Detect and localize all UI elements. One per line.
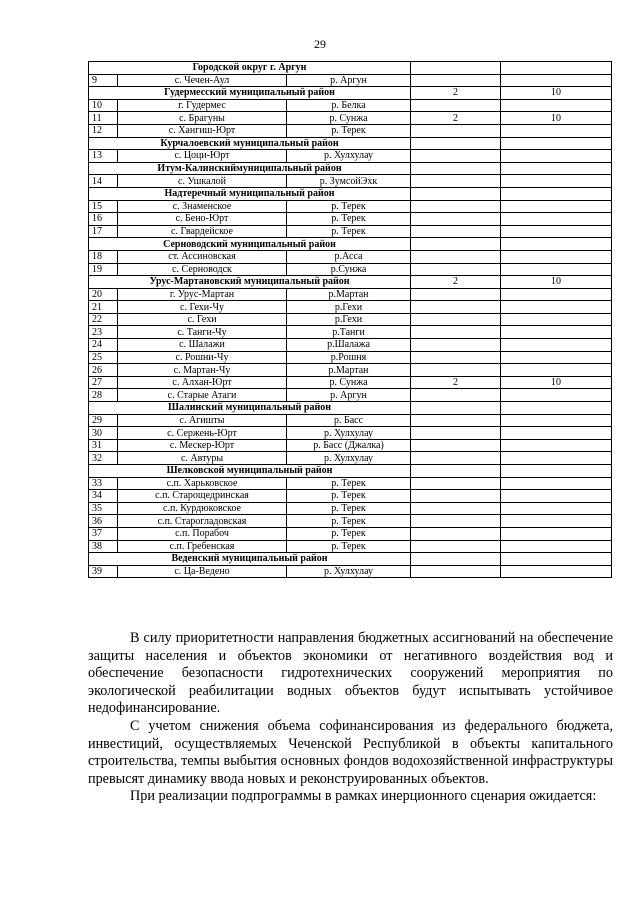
settlement-name: с. Шалажи bbox=[118, 339, 287, 352]
river-name: р. Терек bbox=[287, 490, 411, 503]
settlement-name: с. Цоци-Юрт bbox=[118, 150, 287, 163]
section-title: Гудермесский муниципальный район bbox=[89, 87, 411, 100]
river-name: р.Танги bbox=[287, 326, 411, 339]
value-col-1 bbox=[411, 99, 501, 112]
settlement-name: ст. Ассиновская bbox=[118, 250, 287, 263]
table-row bbox=[89, 364, 612, 377]
table-row bbox=[89, 150, 612, 163]
row-number: 28 bbox=[89, 389, 118, 402]
value-col-1 bbox=[411, 74, 501, 87]
paragraph-1: В силу приоритетности направления бюджетных ассигнований на обеспечение защиты населения и объектов экономики от негативного воздействия вод и обеспечение безопасности гидротехнических сооружений мероприятия по экологической реабилитации водных объектов будут испытывать устойчивое недофинансирование. bbox=[88, 630, 613, 717]
table-row bbox=[89, 225, 612, 238]
table-section-row bbox=[89, 87, 612, 100]
river-name: р. Аргун bbox=[287, 74, 411, 87]
paragraph-3: При реализации подпрограммы в рамках инерционного сценария ожидается: bbox=[130, 788, 597, 805]
settlement-name: с. Рошни-Чу bbox=[118, 351, 287, 364]
section-title: Городской округ г. Аргун bbox=[89, 62, 411, 75]
settlement-name: с. Алхан-Юрт bbox=[118, 376, 287, 389]
value-col-1 bbox=[411, 313, 501, 326]
settlement-name: с.п. Старогладовская bbox=[118, 515, 287, 528]
value-col-2 bbox=[501, 553, 612, 566]
table-row bbox=[89, 376, 612, 389]
value-col-1 bbox=[411, 389, 501, 402]
settlement-name: с.п. Курдюковское bbox=[118, 502, 287, 515]
table-row bbox=[89, 351, 612, 364]
river-name: р. Хулхулау bbox=[287, 565, 411, 578]
table-row bbox=[89, 200, 612, 213]
value-col-2 bbox=[501, 515, 612, 528]
table-row bbox=[89, 112, 612, 125]
row-number: 27 bbox=[89, 376, 118, 389]
value-col-1 bbox=[411, 288, 501, 301]
value-col-1 bbox=[411, 263, 501, 276]
row-number: 22 bbox=[89, 313, 118, 326]
value-col-2 bbox=[501, 364, 612, 377]
row-number: 35 bbox=[89, 502, 118, 515]
settlement-name: с. Танги-Чу bbox=[118, 326, 287, 339]
value-col-2 bbox=[501, 162, 612, 175]
river-name: р. Сунжа bbox=[287, 112, 411, 125]
value-col-2 bbox=[501, 414, 612, 427]
value-col-1 bbox=[411, 301, 501, 314]
river-name: р. Терек bbox=[287, 540, 411, 553]
value-col-1 bbox=[411, 339, 501, 352]
value-col-2 bbox=[501, 238, 612, 251]
row-number: 15 bbox=[89, 200, 118, 213]
section-title: Шелковской муниципальный район bbox=[89, 465, 411, 478]
section-title: Надтеречный муниципальный район bbox=[89, 187, 411, 200]
value-col-1 bbox=[411, 250, 501, 263]
value-col-1 bbox=[411, 137, 501, 150]
river-name: р. Белка bbox=[287, 99, 411, 112]
river-name: р. ЗумсойЭхк bbox=[287, 175, 411, 188]
river-name: р. Хулхулау bbox=[287, 452, 411, 465]
value-col-2 bbox=[501, 389, 612, 402]
row-number: 16 bbox=[89, 213, 118, 226]
settlement-name: с. Гехи bbox=[118, 313, 287, 326]
table-row bbox=[89, 502, 612, 515]
table-section-row bbox=[89, 276, 612, 289]
row-number: 9 bbox=[89, 74, 118, 87]
river-name: р. Терек bbox=[287, 502, 411, 515]
river-name: р. Аргун bbox=[287, 389, 411, 402]
table-row bbox=[89, 288, 612, 301]
value-col-1 bbox=[411, 452, 501, 465]
row-number: 29 bbox=[89, 414, 118, 427]
table-row bbox=[89, 389, 612, 402]
value-col-2 bbox=[501, 565, 612, 578]
settlement-name: с. Знаменское bbox=[118, 200, 287, 213]
value-col-1 bbox=[411, 527, 501, 540]
river-name: р. Сунжа bbox=[287, 376, 411, 389]
row-number: 31 bbox=[89, 439, 118, 452]
table-row bbox=[89, 439, 612, 452]
river-name: р. Терек bbox=[287, 200, 411, 213]
river-name: р.Шалажа bbox=[287, 339, 411, 352]
value-col-1 bbox=[411, 200, 501, 213]
table-row bbox=[89, 124, 612, 137]
settlement-name: с. Гехи-Чу bbox=[118, 301, 287, 314]
river-name: р. Терек bbox=[287, 124, 411, 137]
settlement-name: г. Гудермес bbox=[118, 99, 287, 112]
table-row bbox=[89, 250, 612, 263]
paragraph-2: С учетом снижения объема софинансирования из федерального бюджета, инвестиций, осуществляемых Чеченской Республикой в объекты капитального строительства, темпы выбытия основных фондов водохозяйственной инфраструктуры превысят динамику ввода новых и реконструированных объектов. bbox=[88, 717, 613, 787]
value-col-2 bbox=[501, 263, 612, 276]
section-title: Курчалоевский муниципальный район bbox=[89, 137, 411, 150]
value-col-2 bbox=[501, 74, 612, 87]
table-section-row bbox=[89, 137, 612, 150]
value-col-1 bbox=[411, 238, 501, 251]
table-row bbox=[89, 313, 612, 326]
section-title: Шалинский муниципальный район bbox=[89, 402, 411, 415]
table-row bbox=[89, 175, 612, 188]
section-title: Веденский муниципальный район bbox=[89, 553, 411, 566]
table-row bbox=[89, 527, 612, 540]
section-title: Итум-Калинскиймуниципальный район bbox=[89, 162, 411, 175]
row-number: 14 bbox=[89, 175, 118, 188]
table-row bbox=[89, 540, 612, 553]
river-name: р. Терек bbox=[287, 477, 411, 490]
table-row bbox=[89, 339, 612, 352]
table-row bbox=[89, 565, 612, 578]
value-col-1 bbox=[411, 62, 501, 75]
value-col-2 bbox=[501, 250, 612, 263]
row-number: 32 bbox=[89, 452, 118, 465]
settlement-name: с.п. Гребенская bbox=[118, 540, 287, 553]
row-number: 38 bbox=[89, 540, 118, 553]
row-number: 26 bbox=[89, 364, 118, 377]
value-col-1 bbox=[411, 225, 501, 238]
section-title: Серноводский муниципальный район bbox=[89, 238, 411, 251]
value-col-2 bbox=[501, 99, 612, 112]
value-col-1 bbox=[411, 465, 501, 478]
value-col-2 bbox=[501, 439, 612, 452]
value-col-2 bbox=[501, 402, 612, 415]
value-col-1: 2 bbox=[411, 376, 501, 389]
value-col-1 bbox=[411, 477, 501, 490]
row-number: 34 bbox=[89, 490, 118, 503]
settlement-name: с. Брагуны bbox=[118, 112, 287, 125]
row-number: 21 bbox=[89, 301, 118, 314]
value-col-2 bbox=[501, 150, 612, 163]
river-name: р. Басс (Джалка) bbox=[287, 439, 411, 452]
value-col-2: 10 bbox=[501, 276, 612, 289]
settlement-name: г. Урус-Мартан bbox=[118, 288, 287, 301]
value-col-2: 10 bbox=[501, 376, 612, 389]
value-col-2: 10 bbox=[501, 87, 612, 100]
table-row bbox=[89, 74, 612, 87]
table-section-row bbox=[89, 187, 612, 200]
settlement-name: с. Мескер-Юрт bbox=[118, 439, 287, 452]
row-number: 19 bbox=[89, 263, 118, 276]
river-name: р.Асса bbox=[287, 250, 411, 263]
value-col-2 bbox=[501, 427, 612, 440]
river-name: р.Сунжа bbox=[287, 263, 411, 276]
table-row bbox=[89, 99, 612, 112]
settlement-name: с. Чечен-Аул bbox=[118, 74, 287, 87]
settlement-name: с. Серноводск bbox=[118, 263, 287, 276]
settlement-name: с. Агишты bbox=[118, 414, 287, 427]
row-number: 12 bbox=[89, 124, 118, 137]
row-number: 23 bbox=[89, 326, 118, 339]
settlement-name: с. Автуры bbox=[118, 452, 287, 465]
table-row bbox=[89, 213, 612, 226]
settlement-name: с. Гвардейское bbox=[118, 225, 287, 238]
river-settlement-table bbox=[88, 61, 612, 578]
value-col-2 bbox=[501, 527, 612, 540]
value-col-2 bbox=[501, 465, 612, 478]
value-col-1 bbox=[411, 364, 501, 377]
river-name: р.Мартан bbox=[287, 288, 411, 301]
river-name: р. Терек bbox=[287, 225, 411, 238]
value-col-2 bbox=[501, 490, 612, 503]
value-col-1 bbox=[411, 439, 501, 452]
value-col-1 bbox=[411, 326, 501, 339]
river-name: р.Мартан bbox=[287, 364, 411, 377]
river-name: р.Гехи bbox=[287, 313, 411, 326]
value-col-1 bbox=[411, 402, 501, 415]
table-row bbox=[89, 301, 612, 314]
value-col-2: 10 bbox=[501, 112, 612, 125]
table-section-row bbox=[89, 162, 612, 175]
value-col-1 bbox=[411, 427, 501, 440]
row-number: 17 bbox=[89, 225, 118, 238]
row-number: 10 bbox=[89, 99, 118, 112]
value-col-1 bbox=[411, 490, 501, 503]
settlement-name: с.п. Харьковское bbox=[118, 477, 287, 490]
table-row bbox=[89, 515, 612, 528]
row-number: 18 bbox=[89, 250, 118, 263]
value-col-1: 2 bbox=[411, 112, 501, 125]
value-col-1 bbox=[411, 540, 501, 553]
value-col-2 bbox=[501, 351, 612, 364]
table-section-row bbox=[89, 238, 612, 251]
value-col-2 bbox=[501, 200, 612, 213]
value-col-2 bbox=[501, 452, 612, 465]
river-name: р. Терек bbox=[287, 515, 411, 528]
value-col-1 bbox=[411, 414, 501, 427]
value-col-2 bbox=[501, 477, 612, 490]
value-col-2 bbox=[501, 124, 612, 137]
settlement-name: с.п. Старощедринская bbox=[118, 490, 287, 503]
value-col-1 bbox=[411, 565, 501, 578]
table-row bbox=[89, 414, 612, 427]
settlement-name: с. Сержень-Юрт bbox=[118, 427, 287, 440]
section-title: Урус-Мартановский муниципальный район bbox=[89, 276, 411, 289]
row-number: 33 bbox=[89, 477, 118, 490]
value-col-1 bbox=[411, 150, 501, 163]
row-number: 25 bbox=[89, 351, 118, 364]
value-col-1 bbox=[411, 515, 501, 528]
settlement-name: с. Старые Атаги bbox=[118, 389, 287, 402]
value-col-2 bbox=[501, 502, 612, 515]
river-name: р. Хулхулау bbox=[287, 427, 411, 440]
river-name: р. Басс bbox=[287, 414, 411, 427]
value-col-1 bbox=[411, 162, 501, 175]
value-col-2 bbox=[501, 301, 612, 314]
river-name: р. Терек bbox=[287, 527, 411, 540]
row-number: 13 bbox=[89, 150, 118, 163]
settlement-name: с. Мартан-Чу bbox=[118, 364, 287, 377]
value-col-1 bbox=[411, 553, 501, 566]
value-col-1 bbox=[411, 175, 501, 188]
river-name: р.Рошня bbox=[287, 351, 411, 364]
value-col-2 bbox=[501, 213, 612, 226]
value-col-1 bbox=[411, 187, 501, 200]
value-col-1 bbox=[411, 213, 501, 226]
value-col-2 bbox=[501, 175, 612, 188]
table-row bbox=[89, 490, 612, 503]
settlement-name: с. Ушкалой bbox=[118, 175, 287, 188]
value-col-2 bbox=[501, 225, 612, 238]
body-text bbox=[88, 630, 613, 806]
table-section-row bbox=[89, 465, 612, 478]
river-name: р.Гехи bbox=[287, 301, 411, 314]
table-row bbox=[89, 452, 612, 465]
value-col-1 bbox=[411, 124, 501, 137]
table-row bbox=[89, 477, 612, 490]
value-col-2 bbox=[501, 339, 612, 352]
value-col-2 bbox=[501, 313, 612, 326]
row-number: 39 bbox=[89, 565, 118, 578]
table-row bbox=[89, 263, 612, 276]
value-col-1: 2 bbox=[411, 87, 501, 100]
value-col-2 bbox=[501, 326, 612, 339]
table-section-row bbox=[89, 402, 612, 415]
settlement-name: с. Бено-Юрт bbox=[118, 213, 287, 226]
value-col-1: 2 bbox=[411, 276, 501, 289]
value-col-2 bbox=[501, 288, 612, 301]
table-section-row bbox=[89, 553, 612, 566]
settlement-name: с. Ца-Ведено bbox=[118, 565, 287, 578]
settlement-name: с.п. Порабоч bbox=[118, 527, 287, 540]
value-col-2 bbox=[501, 187, 612, 200]
value-col-2 bbox=[501, 62, 612, 75]
value-col-2 bbox=[501, 540, 612, 553]
river-name: р. Терек bbox=[287, 213, 411, 226]
river-name: р. Хулхулау bbox=[287, 150, 411, 163]
row-number: 30 bbox=[89, 427, 118, 440]
row-number: 24 bbox=[89, 339, 118, 352]
value-col-1 bbox=[411, 502, 501, 515]
table-section-row bbox=[89, 62, 612, 75]
row-number: 36 bbox=[89, 515, 118, 528]
page-number: 29 bbox=[314, 37, 326, 51]
row-number: 11 bbox=[89, 112, 118, 125]
value-col-2 bbox=[501, 137, 612, 150]
settlement-name: с. Хангиш-Юрт bbox=[118, 124, 287, 137]
table-row bbox=[89, 427, 612, 440]
row-number: 20 bbox=[89, 288, 118, 301]
row-number: 37 bbox=[89, 527, 118, 540]
table-row bbox=[89, 326, 612, 339]
value-col-1 bbox=[411, 351, 501, 364]
